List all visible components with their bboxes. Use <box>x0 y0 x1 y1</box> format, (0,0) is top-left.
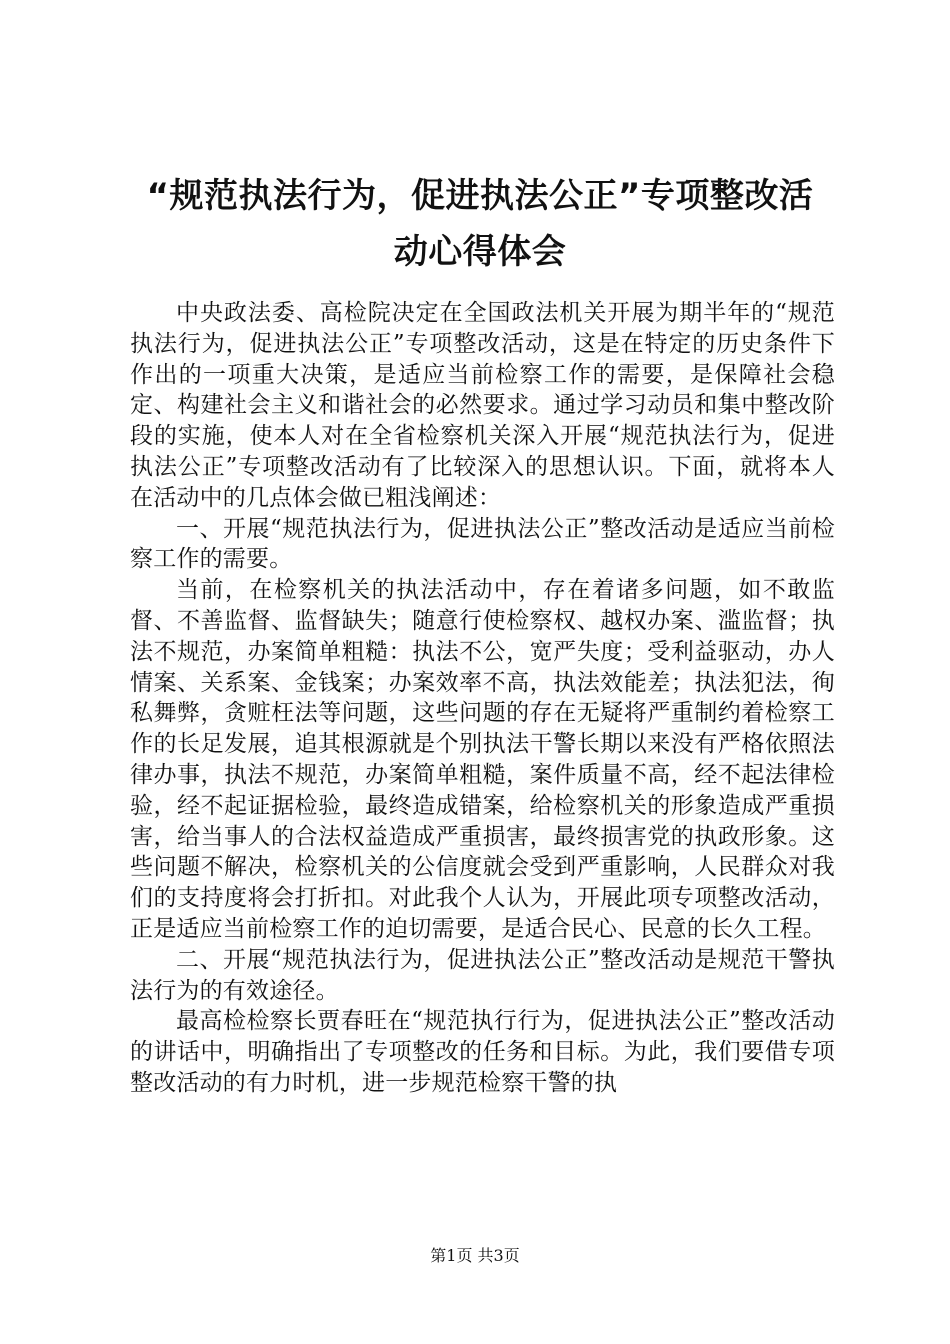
page-footer: 第1页 共3页 <box>430 1246 520 1265</box>
paragraph-intro: 中央政法委、高检院决定在全国政法机关开展为期半年的“规范执法行为，促进执法公正”专项整改活动，这是在特定的历史条件下作出的一项重大决策，是适应当前检察工作的需要，是保障社会稳定、构建社会主义和谐社会的必然要求。通过学习动员和集中整改阶段的实施，使本人对在全省检察机关深入开展“规范执法行为，促进执法公正”专项整改活动有了比较深入的思想认识。下面，就将本人在活动中的几点体会做已粗浅阐述： <box>130 300 835 511</box>
title-line-2: 动心得体会 <box>393 232 567 272</box>
paragraph-heading-2: 二、开展“规范执法行为，促进执法公正”整改活动是规范干警执法行为的有效途径。 <box>130 946 835 1004</box>
paragraph-speech: 最高检检察长贾春旺在“规范执行行为，促进执法公正”整改活动的讲话中，明确指出了专项整改的任务和目标。为此，我们要借专项整改活动的有力时机，进一步规范检察干警的执 <box>130 1008 835 1096</box>
document-title <box>125 168 835 280</box>
title-line-1: “规范执法行为，促进执法公正”专项整改活 <box>146 176 814 216</box>
document-body <box>130 298 835 1099</box>
paragraph-problems: 当前，在检察机关的执法活动中，存在着诸多问题，如不敢监督、不善监督、监督缺失；随意行使检察权、越权办案、滥监督；执法不规范，办案简单粗糙：执法不公，宽严失度；受利益驱动，办人情案、关系案、金钱案；办案效率不高，执法效能差；执法犯法，徇私舞弊，贪赃枉法等问题，这些问题的存在无疑将严重制约着检察工作的长足发展，追其根源就是个别执法干警长期以来没有严格依照法律办事，执法不规范，办案简单粗糙，案件质量不高，经不起法律检验，经不起证据检验，最终造成错案，给检察机关的形象造成严重损害，给当事人的合法权益造成严重损害，最终损害党的执政形象。这些问题不解决，检察机关的公信度就会受到严重影响，人民群众对我们的支持度将会打折扣。对此我个人认为，开展此项专项整改活动，正是适应当前检察工作的迫切需要，是适合民心、民意的长久工程。 <box>130 577 835 942</box>
paragraph-heading-1: 一、开展“规范执法行为，促进执法公正”整改活动是适应当前检察工作的需要。 <box>130 515 835 573</box>
